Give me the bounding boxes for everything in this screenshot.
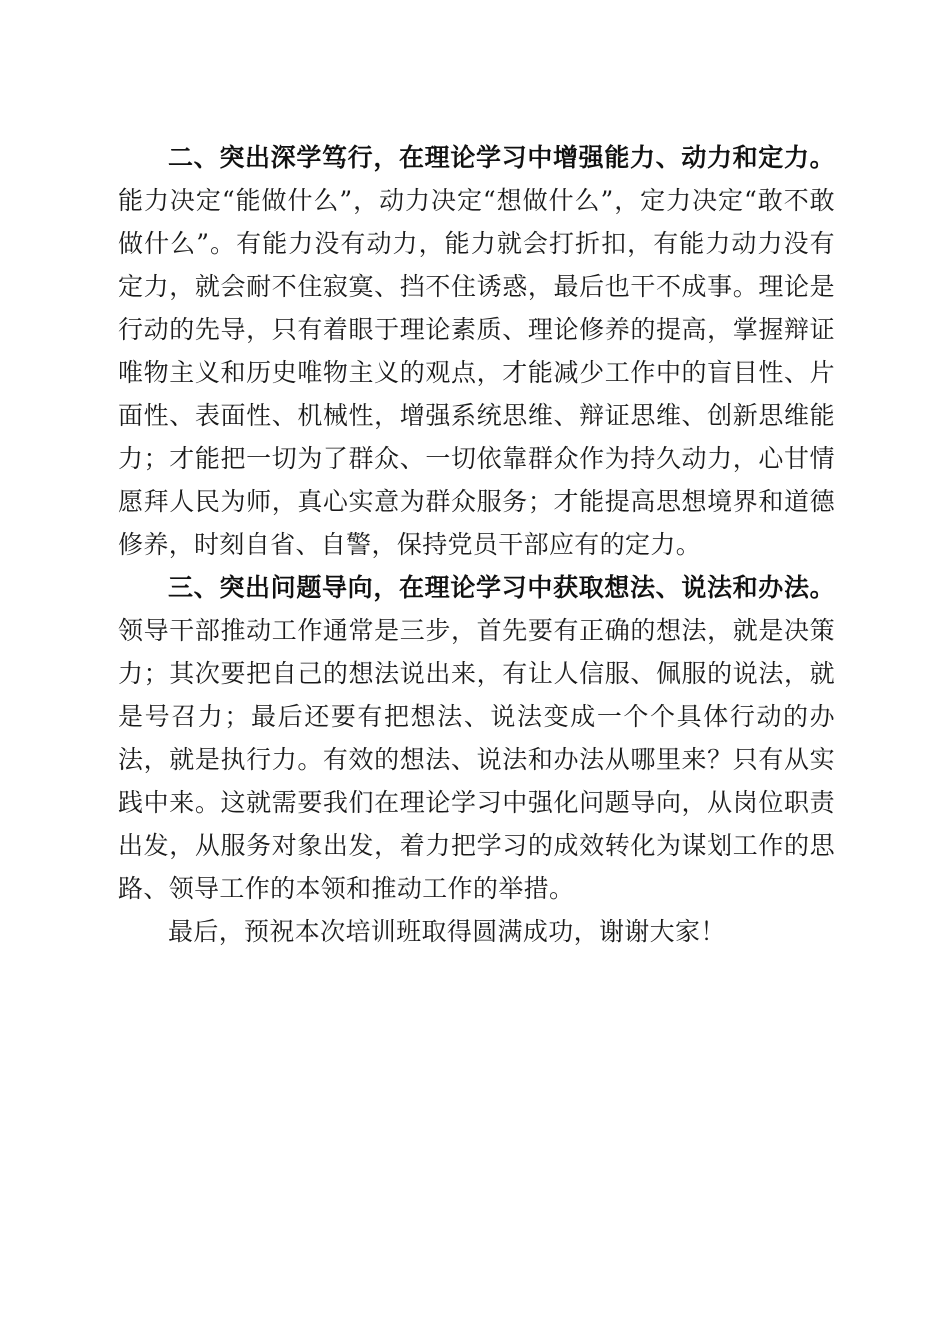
section-body-3: 领导干部推动工作通常是三步，首先要有正确的想法，就是决策力；其次要把自己的想法说出来，有让人信服、佩服的说法，就是号召力；最后还要有把想法、说法变成一个个具体行动的办法，就是执行力。有效的想法、说法和办法从哪里来？只有从实践中来。这就需要我们在理论学习中强化问题导向，从岗位职责出发，从服务对象出发，着力把学习的成效转化为谋划工作的思路、领导工作的本领和推动工作的举措。 bbox=[118, 616, 835, 903]
section-heading-2: 二、突出深学笃行，在理论学习中增强能力、动力和定力。 bbox=[168, 143, 835, 172]
closing-paragraph: 最后，预祝本次培训班取得圆满成功，谢谢大家！ bbox=[168, 917, 726, 946]
section-heading-3: 三、突出问题导向，在理论学习中获取想法、说法和办法。 bbox=[168, 573, 835, 602]
document-body bbox=[118, 136, 835, 953]
paragraph-section-2 bbox=[118, 136, 835, 566]
paragraph-section-3 bbox=[118, 566, 835, 910]
section-body-2: 能力决定“能做什么”，动力决定“想做什么”，定力决定“敢不敢做什么”。有能力没有动力，能力就会打折扣，有能力动力没有定力，就会耐不住寂寞、挡不住诱惑，最后也干不成事。理论是行动的先导，只有着眼于理论素质、理论修养的提高，掌握辩证唯物主义和历史唯物主义的观点，才能减少工作中的盲目性、片面性、表面性、机械性，增强系统思维、辩证思维、创新思维能力；才能把一切为了群众、一切依靠群众作为持久动力，心甘情愿拜人民为师，真心实意为群众服务；才能提高思想境界和道德修养，时刻自省、自警，保持党员干部应有的定力。 bbox=[118, 186, 835, 559]
